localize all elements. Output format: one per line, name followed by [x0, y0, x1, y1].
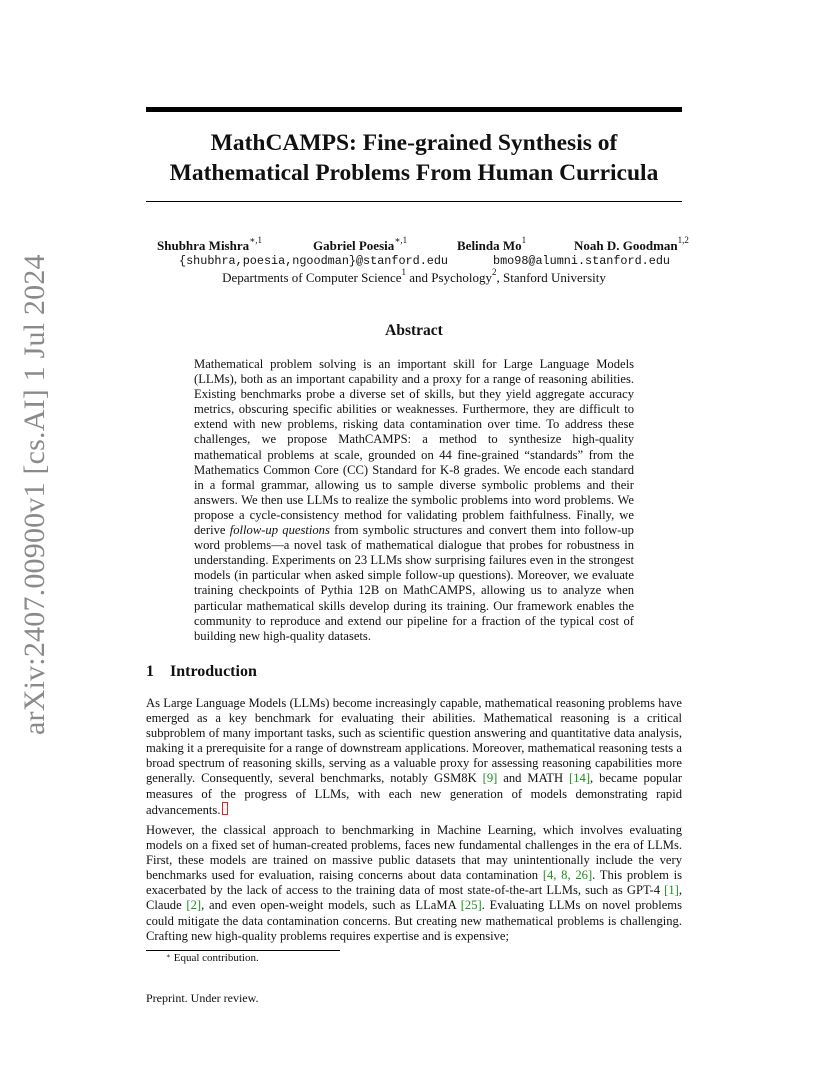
author-names — [146, 235, 689, 254]
arxiv-id: arXiv:2407.00900v1 [cs.AI] 1 Jul 2024 — [18, 254, 51, 735]
citation-link[interactable]: [25] — [460, 898, 482, 913]
citation-link[interactable]: [2] — [186, 898, 202, 913]
title-line-2: Mathematical Problems From Human Curricula — [169, 160, 659, 186]
citation-link[interactable]: [14] — [569, 771, 591, 786]
section-number: 1 — [146, 663, 154, 680]
arxiv-sidebar-stamp — [0, 0, 51, 735]
intro-paragraph-1: As Large Language Models (LLMs) become increasingly capable, mathematical reasoning problems have emerged as a key benchmark for evaluating their abilities. Mathematical reasoning is a critical subproblem of many important tasks, such as scientific question answering and quantitative data analysis, making it a prerequisite for a range of downstream applications. Moreover, mathematical reasoning tests a broad spectrum of reasoning skills, serving as a valuable proxy for assessing reasoning capabilities more generally. Consequently, several benchmarks, notably GSM8K [9] and MATH [14], became popular measures of the progress of LLMs, with each new generation of models demonstrating rapid advancements. — [146, 696, 683, 817]
abstract-heading: Abstract — [385, 322, 443, 339]
preprint-notice: Preprint. Under review. — [146, 991, 259, 1005]
footnote-rule — [146, 950, 340, 951]
section-heading — [146, 663, 257, 681]
author-emails — [146, 254, 682, 270]
email-alumni[interactable]: bmo98@alumni.stanford.edu — [493, 254, 670, 268]
citation-link[interactable]: [9] — [482, 771, 498, 786]
footnote-link-box[interactable] — [222, 802, 228, 815]
section-title: Introduction — [170, 663, 257, 680]
footnote: ∗ Equal contribution. — [166, 952, 259, 964]
affiliation: Departments of Computer Science$^1$ and Psychology$^2$, Stanford University — [222, 267, 606, 285]
author-2: Gabriel Poesia$^{∗,1}$ — [313, 235, 408, 253]
abstract-text: Mathematical problem solving is an important skill for Large Language Models (LLMs), both as an important capability and a proxy for a range of reasoning abilities. Existing benchmarks probe a diverse set of skills, but they yield aggregate accuracy metrics, obscuring specific abilities or weaknesses. Furthermore, they are difficult to extend with new problems, risking data contamination over time. To address these challenges, we propose MathCAMPS: a method to synthesize high-quality mathematical problems at scale, grounded on 44 fine-grained “standards” from the Mathematics Common Core (CC) Standard for K-8 grades. We encode each standard in a formal grammar, allowing us to sample diverse symbolic problems and their answers. We then use LLMs to realize the symbolic problems into word problems. We propose a cycle-consistency method for validating problem faithfulness. Finally, we derive follow-up questions from symbolic structures and convert them into follow-up word problems—a novel task of mathematical dialogue that probes for robustness in understanding. Experiments on 23 LLMs show surprising failures even in the strongest models (in particular when asked simple follow-up questions). Moreover, we evaluate training checkpoints of Pythia 12B on MathCAMPS, allowing us to analyze when particular mathematical skills develop during its training. Our framework enables the community to reproduce and extend our pipeline for a fraction of the typical cost of building new high-quality datasets. — [194, 357, 634, 643]
email-stanford[interactable]: {shubhra,poesia,ngoodman}@stanford.edu — [179, 254, 449, 268]
citation-link[interactable]: [4, 8, 26] — [542, 868, 593, 883]
citation-link[interactable]: [1] — [664, 883, 679, 898]
author-block — [146, 235, 689, 286]
intro-paragraph-2: However, the classical approach to benchmarking in Machine Learning, which involves evaluating models on a fixed set of human-created problems, faces new fundamental challenges in the era of LLMs. First, these models are trained on massive public datasets that may unintentionally include the very benchmarks used for evaluation, raising concerns about data contamination [4, 8, 26]. This problem is exacerbated by the lack of access to the training data of most state-of-the-art LLMs, such as GPT-4 [1], Claude [2], and even open-weight models, such as LLaMA [25]. Evaluating LLMs on novel problems could mitigate the data contamination concerns. But creating new mathematical problems is challenging. Crafting new high-quality problems requires expertise and is expensive; — [146, 823, 683, 943]
author-4: Noah D. Goodman$^{1,2}$ — [574, 235, 689, 253]
title-line-1: MathCAMPS: Fine-grained Synthesis of — [210, 130, 618, 156]
author-1: Shubhra Mishra$^{∗,1}$ — [157, 235, 262, 253]
paper-title — [146, 128, 682, 188]
author-3: Belinda Mo$^1$ — [457, 235, 527, 253]
title-top-rule — [146, 107, 682, 112]
title-bottom-rule — [146, 201, 682, 202]
